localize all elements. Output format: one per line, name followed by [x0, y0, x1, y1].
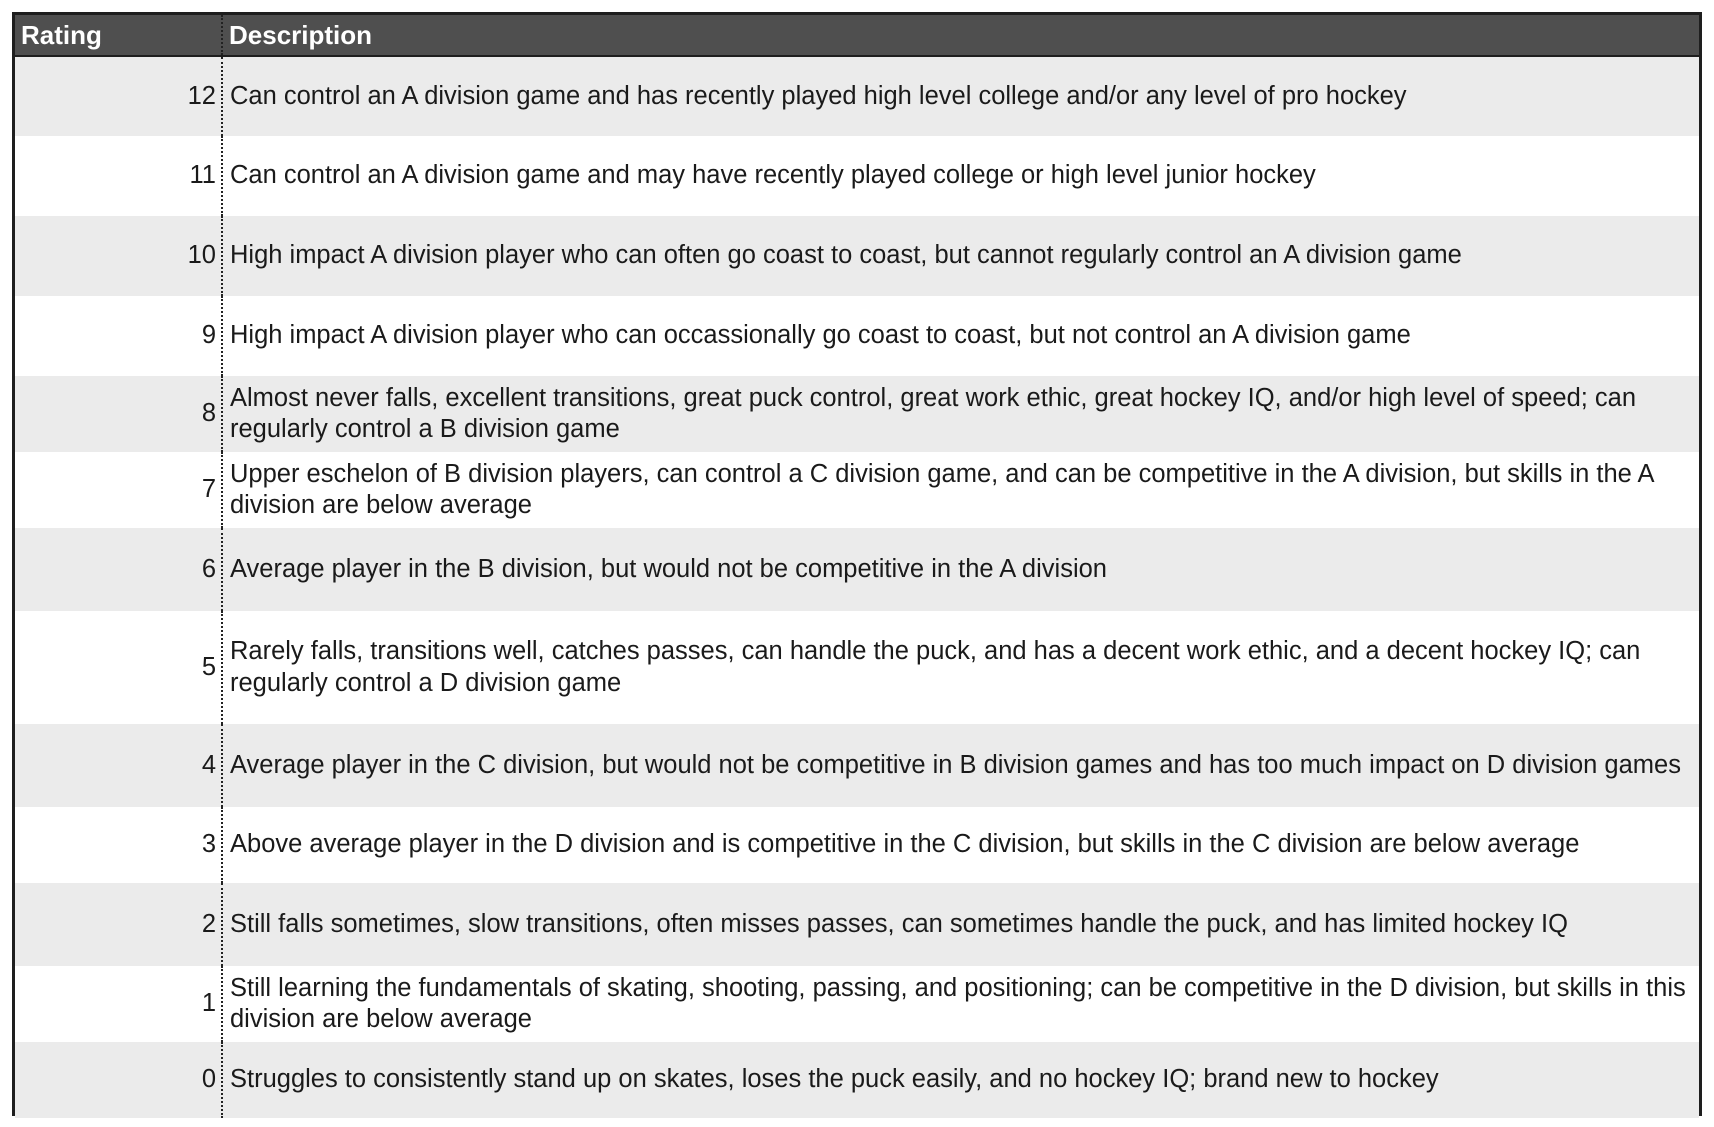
table-header-row	[15, 15, 1699, 56]
rating-value: 3	[15, 807, 222, 883]
rating-value: 4	[15, 724, 222, 807]
rating-description: Average player in the C division, but would not be competitive in B division games and has too much impact on D division games	[222, 724, 1699, 807]
rating-value: 12	[15, 56, 222, 136]
rating-value: 11	[15, 136, 222, 216]
rating-description: Rarely falls, transitions well, catches passes, can handle the puck, and has a decent work ethic, and a decent hockey IQ; can regularly control a D division game	[222, 611, 1699, 724]
rating-description: Upper eschelon of B division players, can control a C division game, and can be competitive in the A division, but skills in the A division are below average	[222, 452, 1699, 528]
rating-description: Still learning the fundamentals of skating, shooting, passing, and positioning; can be competitive in the D division, but skills in this division are below average	[222, 966, 1699, 1042]
table-row	[15, 376, 1699, 452]
rating-description: High impact A division player who can occassionally go coast to coast, but not control an A division game	[222, 296, 1699, 376]
header-description: Description	[222, 15, 1699, 56]
rating-value: 8	[15, 376, 222, 452]
table-row	[15, 136, 1699, 216]
rating-table-frame	[12, 12, 1702, 1116]
rating-description: Above average player in the D division and is competitive in the C division, but skills in the C division are below average	[222, 807, 1699, 883]
rating-description: Can control an A division game and may have recently played college or high level junior hockey	[222, 136, 1699, 216]
table-row	[15, 216, 1699, 296]
rating-value: 0	[15, 1042, 222, 1118]
table-row	[15, 883, 1699, 966]
table-row	[15, 296, 1699, 376]
header-rating: Rating	[15, 15, 222, 56]
rating-value: 9	[15, 296, 222, 376]
rating-value: 6	[15, 528, 222, 611]
table-row	[15, 452, 1699, 528]
table-row	[15, 1042, 1699, 1118]
rating-value: 1	[15, 966, 222, 1042]
rating-description: High impact A division player who can often go coast to coast, but cannot regularly control an A division game	[222, 216, 1699, 296]
rating-value: 7	[15, 452, 222, 528]
table-row	[15, 56, 1699, 136]
rating-description: Can control an A division game and has recently played high level college and/or any level of pro hockey	[222, 56, 1699, 136]
rating-description: Still falls sometimes, slow transitions, often misses passes, can sometimes handle the puck, and has limited hockey IQ	[222, 883, 1699, 966]
table-row	[15, 966, 1699, 1042]
rating-table	[15, 15, 1699, 1118]
table-row	[15, 807, 1699, 883]
rating-value: 5	[15, 611, 222, 724]
table-row	[15, 611, 1699, 724]
rating-description: Almost never falls, excellent transitions, great puck control, great work ethic, great hockey IQ, and/or high level of speed; can regularly control a B division game	[222, 376, 1699, 452]
rating-value: 10	[15, 216, 222, 296]
rating-description: Struggles to consistently stand up on skates, loses the puck easily, and no hockey IQ; brand new to hockey	[222, 1042, 1699, 1118]
table-row	[15, 724, 1699, 807]
table-row	[15, 528, 1699, 611]
rating-value: 2	[15, 883, 222, 966]
rating-description: Average player in the B division, but would not be competitive in the A division	[222, 528, 1699, 611]
